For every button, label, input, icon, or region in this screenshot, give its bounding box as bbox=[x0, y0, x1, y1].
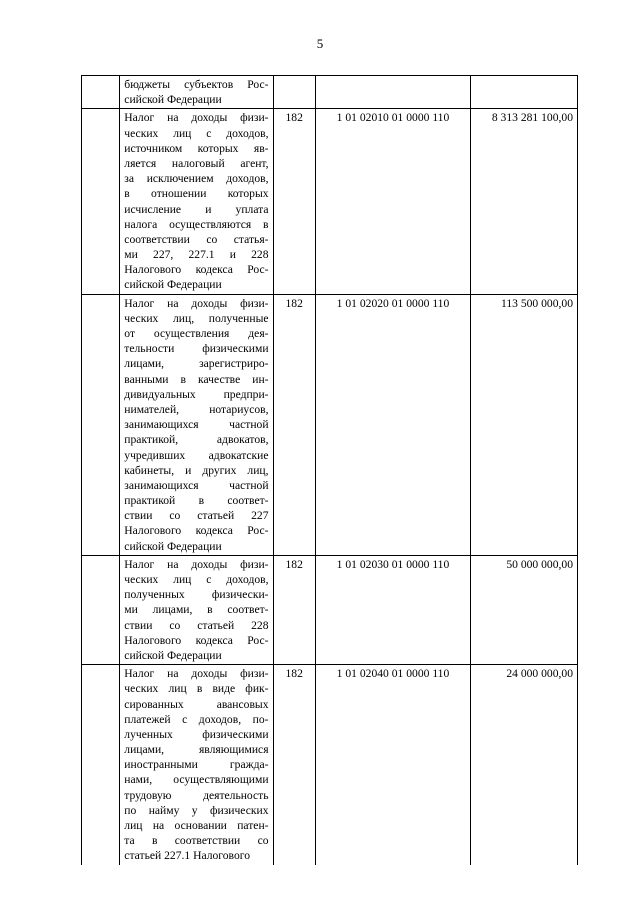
income-name-line: занимающихся частной bbox=[124, 418, 269, 432]
income-name-cell bbox=[120, 76, 273, 109]
income-name-line: сийской Федерации bbox=[124, 93, 222, 107]
income-name-line: статьей 227.1 Налогового bbox=[124, 849, 251, 863]
income-name-line: дивидуальных предпри- bbox=[124, 387, 269, 401]
income-name-line: ческих лиц в виде фик- bbox=[124, 682, 269, 696]
budget-classification-code-cell bbox=[315, 76, 470, 109]
admin-code-cell: 182 bbox=[273, 665, 315, 865]
income-name-line: кабинеты, и других лиц, bbox=[124, 463, 269, 477]
income-name-line: ми лицами, в соответ- bbox=[124, 603, 269, 617]
income-name-line: Налог на доходы физи- bbox=[124, 111, 269, 125]
table-row bbox=[82, 555, 578, 664]
income-name-cell bbox=[120, 665, 273, 865]
income-name-line: ляется налоговый агент, bbox=[124, 156, 269, 170]
income-name-line: лицами, зарегистриро- bbox=[124, 357, 269, 371]
income-name-line: учредивших адвокатские bbox=[124, 448, 269, 462]
table-row bbox=[82, 665, 578, 865]
income-name-line: источником которых яв- bbox=[124, 141, 269, 155]
row-number-cell bbox=[82, 665, 120, 865]
revenue-table bbox=[81, 75, 578, 865]
income-name-line: Налог на доходы физи- bbox=[124, 557, 269, 571]
income-name-line: лиц на основании патен- bbox=[124, 819, 269, 832]
income-name-line: иностранными гражда- bbox=[124, 758, 269, 772]
budget-classification-code-cell: 1 01 02020 01 0000 110 bbox=[315, 294, 470, 555]
admin-code-cell: 182 bbox=[273, 109, 315, 294]
income-name-line: исчисление и уплата bbox=[124, 202, 269, 216]
income-name-line: ми 227, 227.1 и 228 bbox=[124, 248, 269, 262]
table-row bbox=[82, 76, 578, 109]
budget-classification-code-cell: 1 01 02010 01 0000 110 bbox=[315, 109, 470, 294]
income-name-line: ствии со статьей 228 bbox=[124, 618, 269, 632]
income-name-line: полученных физически- bbox=[124, 588, 269, 602]
row-number-cell bbox=[82, 294, 120, 555]
income-name-line: Налог на доходы физи- bbox=[124, 296, 269, 310]
income-name-line: нимателей, нотариусов, bbox=[124, 402, 269, 416]
income-name-line: нами, осуществляющими bbox=[124, 773, 269, 787]
budget-classification-code-cell: 1 01 02030 01 0000 110 bbox=[315, 555, 470, 664]
income-name-line: соответствии со статья- bbox=[124, 232, 269, 246]
table-row bbox=[82, 294, 578, 555]
income-name-line: занимающихся частной bbox=[124, 478, 269, 492]
income-name-line: от осуществления дея- bbox=[124, 327, 269, 340]
income-name-line: та в соответствии со bbox=[124, 834, 269, 848]
income-name-line: практикой в соответ- bbox=[124, 494, 269, 508]
income-name-line: Налогового кодекса Рос- bbox=[124, 263, 269, 277]
income-name-line: сийской Федерации bbox=[124, 278, 222, 292]
revenue-table-body bbox=[82, 76, 578, 865]
income-name-line: сированных авансовых bbox=[124, 697, 269, 711]
income-name-line: налога осуществляются в bbox=[124, 217, 269, 231]
income-name-line: в отношении которых bbox=[124, 187, 269, 201]
income-name-line: ванными в качестве ин- bbox=[124, 372, 269, 386]
income-name-line: лученных физическими bbox=[124, 727, 269, 741]
income-name-line: Налогового кодекса Рос- bbox=[124, 633, 269, 647]
admin-code-cell: 182 bbox=[273, 555, 315, 664]
row-number-cell bbox=[82, 555, 120, 664]
income-name-cell bbox=[120, 109, 273, 294]
income-name-line: ческих лиц, полученные bbox=[124, 311, 269, 325]
income-name-line: лицами, являющимися bbox=[124, 743, 269, 757]
income-name-line: Налог на доходы физи- bbox=[124, 667, 269, 681]
income-name-line: практикой, адвокатов, bbox=[124, 433, 269, 447]
income-name-cell bbox=[120, 294, 273, 555]
amount-cell: 113 500 000,00 bbox=[471, 294, 578, 555]
income-name-line: Налогового кодекса Рос- bbox=[124, 524, 269, 538]
row-number-cell bbox=[82, 109, 120, 294]
budget-classification-code-cell: 1 01 02040 01 0000 110 bbox=[315, 665, 470, 865]
income-name-line: по найму у физических bbox=[124, 803, 269, 817]
amount-cell bbox=[471, 76, 578, 109]
income-name-line: за исключением доходов, bbox=[124, 172, 269, 186]
amount-cell: 24 000 000,00 bbox=[471, 665, 578, 865]
page-number: 5 bbox=[316, 36, 324, 51]
income-name-line: ческих лиц с доходов, bbox=[124, 126, 269, 140]
amount-cell: 8 313 281 100,00 bbox=[471, 109, 578, 294]
income-name-line: ческих лиц с доходов, bbox=[124, 573, 269, 586]
income-name-line: бюджеты субъектов Рос- bbox=[124, 78, 269, 91]
income-name-line: ствии со статьей 227 bbox=[124, 509, 269, 523]
income-name-line: сийской Федерации bbox=[124, 539, 222, 553]
admin-code-cell: 182 bbox=[273, 294, 315, 555]
admin-code-cell bbox=[273, 76, 315, 109]
table-row bbox=[82, 109, 578, 294]
amount-cell: 50 000 000,00 bbox=[471, 555, 578, 664]
income-name-line: платежей с доходов, по- bbox=[124, 712, 269, 726]
income-name-line: трудовую деятельность bbox=[124, 788, 269, 802]
income-name-cell bbox=[120, 555, 273, 664]
income-name-line: тельности физическими bbox=[124, 342, 269, 356]
row-number-cell bbox=[82, 76, 120, 109]
income-name-line: сийской Федерации bbox=[124, 648, 222, 662]
